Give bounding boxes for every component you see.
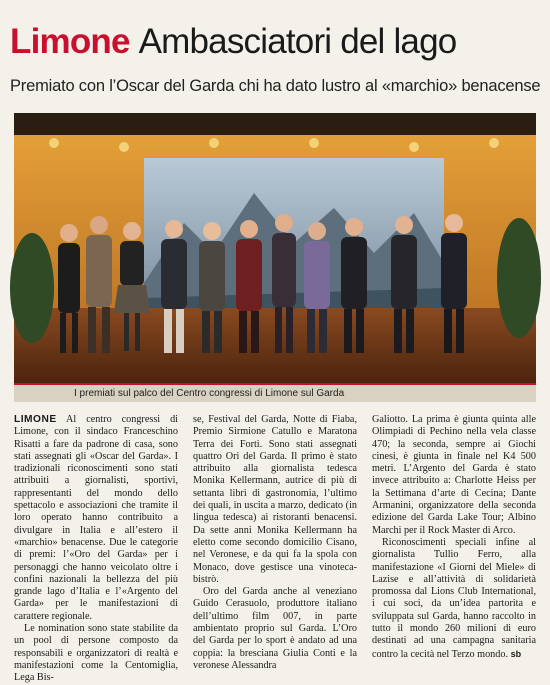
subheadline: Premiato con l’Oscar del Garda chi ha dato lustro al «marchio» benacense [10,77,541,95]
author-signature: sb [510,648,522,659]
article-body [14,414,536,684]
photo-caption-text: I premiati sul palco del Centro congressi di Limone sul Garda [74,388,345,399]
award-ceremony-photo [14,113,536,383]
headline-text: Ambasciatori del lago [138,22,457,61]
headline-keyword: Limone [10,22,130,61]
article-paragraph: se, Festival del Garda, Notte di Fiaba, Premio Sirmione Catullo e Maratona Terra dei Forti. Sono stati assegnati quattro Ori del Garda. Il primo è stato attribuito alla giornalista tedesca Monika Kellermann, autrice di più di settanta libri di gastronomia, l’ultimo dei quali, in uscita a marzo, dedicato (in lingua tedesca) ai ristoranti benacensi. Da sette anni Monika Kellermann ha eletto come secondo domicilio Cisano, nel Veronese, e da qui fa la spola con Monaco, dove gestisce una vinoteca-bistrò. [193,414,357,585]
article-column-3 [372,414,536,660]
article-column-1 [14,414,179,684]
article-paragraph: Galiotto. La prima è giunta quinta alle Olimpiadi di Pechino nella vela classe 470; la seconda, sempre ai Giochi cinesi, è giunta in finale nel K4 500 metri. L’Argento del Garda è stato invece attribuito a: Charlotte Heiss per la Settimana d’arte di Cecina; Dante Armanini, organizzatore della seconda edizione del Garda Lake Tour; Albino Marchi per il Rock Master di Arco. [372,414,536,536]
article-text: Riconoscimenti speciali infine al giornalista Tullio Ferro, alla manifestazione «I Giorni del Miele» di Lazise e all’attività di solidarietà promossa dal Lions Club International, i cui soci, da un’idea partorita e sviluppata sul Garda, hanno raccolto in tutto il mondo 260 milioni di euro destinati ad una campagna sanitaria contro la cecità nel Terzo mondo. [372,536,536,660]
article-paragraph: Le nomination sono state stabilite da un pool di persone composto da responsabili e organizzatori di realtà e manifestazioni come la Centomiglia, Lega Bis- [14,623,178,684]
article-text: Al centro congressi di Limone, con il sindaco Franceschino Risatti a fare da padrone di casa, sono stati assegnati gli «Oscar del Garda». I tradizionali riconoscimenti sono stati attribuiti a giornalisti, sportivi, rappresentanti del mondo dello spettacolo e associazioni che tramite il loro operato hanno contribuito a divulgare in Italia e all’estero il «marchio» benacense. Due le categorie di premi: l’«Oro del Garda» per i personaggi che hanno veicolato oltre i confini nazionali la bellezza del più grande lago d’Italia e l’«Argento del Garda» per le manifestazioni di carattere regionale. [14,414,179,622]
article-paragraph [372,537,536,661]
article-paragraph: Oro del Garda anche al veneziano Guido Cerasuolo, produttore italiano dell’ultimo film 007, in parte ambientato proprio sul Garda. L’Oro del Garda per lo sport è andato ad una coppia: la bresciana Giulia Conti e la veronese Alessandra [193,586,357,671]
dateline: LIMONE [14,414,57,425]
headline [10,22,456,62]
article-column-2 [193,414,357,671]
photo-caption [14,383,536,402]
article-paragraph [14,414,178,623]
